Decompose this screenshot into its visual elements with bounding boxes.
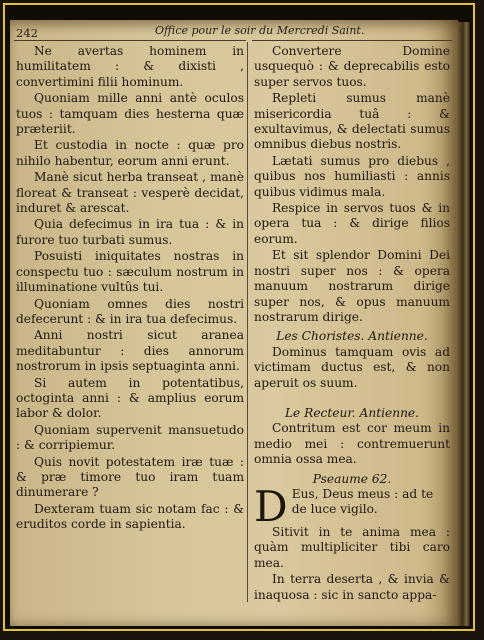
psalm-heading: Pseaume 62. [312,471,392,486]
psalm-first-verse: Eus, Deus meus : ad te de luce vigilo. [291,486,434,517]
verse: Quoniam omnes dies nostri defecerunt : & in ira tua defecimus. [16,296,244,326]
verse: In terra deserta , & invia & inaquosa : sic in sancto appa- [254,572,450,602]
left-column [16,44,244,534]
verse: Anni nostri sicut aranea meditabuntur : dies annorum nostrorum in ipsis septuaginta anni. [16,328,244,374]
verse: Posuisti iniquitates nostras in conspectu tuo : sæculum nostrum in illuminatione vultûs tui. [16,249,244,295]
header-rule-right [252,40,452,41]
page-header [10,22,458,42]
verse: Si autem in potentatibus, octoginta anni : & amplius eorum labor & dolor. [16,375,244,421]
page-number: 242 [16,26,38,40]
spacer [254,392,450,402]
verse: Quia defecimus in ira tua : & in furore tuo turbati sumus. [16,217,244,247]
psalm-opening [254,481,450,531]
verse: Ne avertas hominem in humilitatem : & dixisti , convertimini filii hominum. [16,44,244,89]
verse: Respice in servos tuos & in opera tua : & dirige filios eorum. [254,201,450,246]
verse: Quis novit potestatem iræ tuæ : & præ timore tuo iram tuam dinumerare ? [16,454,244,500]
verse: Quoniam supervenit mansuetudo : & corripiemur. [16,422,244,453]
verse: Sitivit in te anima mea : quàm multipliciter tibi caro mea. [254,524,450,570]
antiphon-text: Dominus tamquam ovis ad victimam ductus est, & non aperuit os suum. [254,344,450,390]
book-page-edge [458,22,470,626]
book-page [10,20,458,626]
choristes-heading: Les Choristes. Antienne. [276,329,428,344]
recteur-heading: Le Recteur. Antienne. [284,405,420,420]
verse: Et custodia in nocte : quæ pro nihilo habentur, eorum anni erunt. [16,138,244,168]
verse: Repleti sumus manè misericordia tuâ : & exultavimus, & delectati sumus omnibus diebus nostris. [254,91,450,152]
verse: Convertere Domine usquequò : & deprecabilis esto super servos tuos. [254,44,450,89]
verse: Dexteram tuam sic notam fac : & eruditos corde in sapientia. [16,501,244,532]
verse: Manè sicut herba transeat , manè floreat & transeat : vesperè decidat, induret & arescat. [16,170,244,216]
header-rule-left [14,40,246,41]
verse: Et sit splendor Domini Dei nostri super nos : & opera manuum nostrarum dirige super nos, & opus manuum nostrarum dirige. [254,248,450,324]
verse: Quoniam mille anni antè oculos tuos : tamquam dies hesterna quæ præteriit. [16,91,244,137]
right-column [254,44,450,604]
drop-cap: D [254,481,288,531]
running-title: Office pour le soir du Mercredi Saint. [155,24,365,37]
verse: Lætati sumus pro diebus , quibus nos humiliasti : annis quibus vidimus mala. [254,153,450,199]
antiphon-text: Contritum est cor meum in medio mei : contremuerunt omnia ossa mea. [254,421,450,467]
column-divider [247,42,248,602]
